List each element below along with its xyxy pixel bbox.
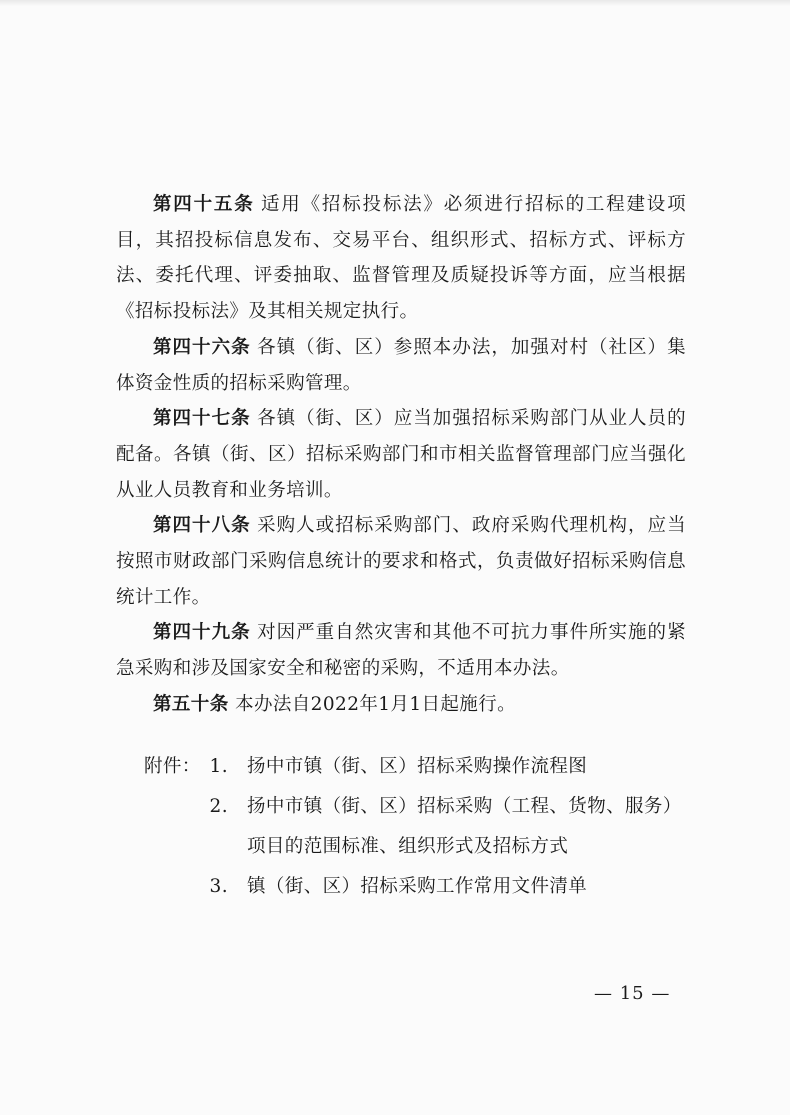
attachment-number: 2. [209, 796, 228, 817]
articles-block [116, 187, 686, 723]
article-50 [116, 687, 686, 723]
article-number: 第四十八条 [153, 515, 251, 537]
attachment-item [116, 867, 696, 907]
article-number: 第四十九条 [153, 622, 251, 644]
article-text: 对因严重自然灾害和其他不可抗力事件所实施的紧急采购和涉及国家安全和秘密的采购，不适用本办法。 [116, 622, 686, 680]
attachment-title: 扬中市镇（街、区）招标采购（工程、货物、服务） [247, 796, 682, 817]
attachment-item [116, 747, 696, 787]
article-49 [116, 615, 686, 686]
article-48 [116, 508, 686, 615]
scan-edge [0, 0, 790, 6]
attachment-title: 扬中市镇（街、区）招标采购操作流程图 [247, 756, 588, 777]
article-text: 本办法自2022年1月1日起施行。 [235, 693, 517, 715]
article-number: 第四十六条 [153, 336, 251, 358]
article-number: 第五十条 [153, 693, 229, 715]
article-45 [116, 187, 686, 330]
article-47 [116, 401, 686, 508]
article-46 [116, 330, 686, 401]
attachments-label: 附件： [144, 756, 201, 777]
article-text: 各镇（街、区）参照本办法，加强对村（社区）集体资金性质的招标采购管理。 [116, 336, 686, 394]
attachment-item [116, 787, 696, 827]
attachment-item-continued [116, 827, 696, 867]
article-text: 各镇（街、区）应当加强招标采购部门从业人员的配备。各镇（街、区）招标采购部门和市相关监督管理部门应当强化从业人员教育和业务培训。 [116, 408, 686, 501]
attachments-list [116, 747, 696, 907]
attachment-title-continued: 项目的范围标准、组织形式及招标方式 [247, 836, 569, 857]
article-number: 第四十五条 [153, 194, 255, 215]
article-text: 采购人或招标采购部门、政府采购代理机构，应当按照市财政部门采购信息统计的要求和格式，负责做好招标采购信息统计工作。 [116, 515, 686, 608]
page-number: — 15 — [594, 983, 671, 1004]
attachment-number: 3. [209, 876, 228, 897]
article-number: 第四十七条 [153, 408, 251, 430]
article-text: 适用《招标投标法》必须进行招标的工程建设项目，其招投标信息发布、交易平台、组织形式、招标方式、评标方法、委托代理、评委抽取、监督管理及质疑投诉等方面，应当根据《招标投标法》及其相关规定执行。 [116, 194, 686, 323]
attachment-number: 1. [209, 756, 228, 777]
attachment-title: 镇（街、区）招标采购工作常用文件清单 [247, 876, 588, 897]
